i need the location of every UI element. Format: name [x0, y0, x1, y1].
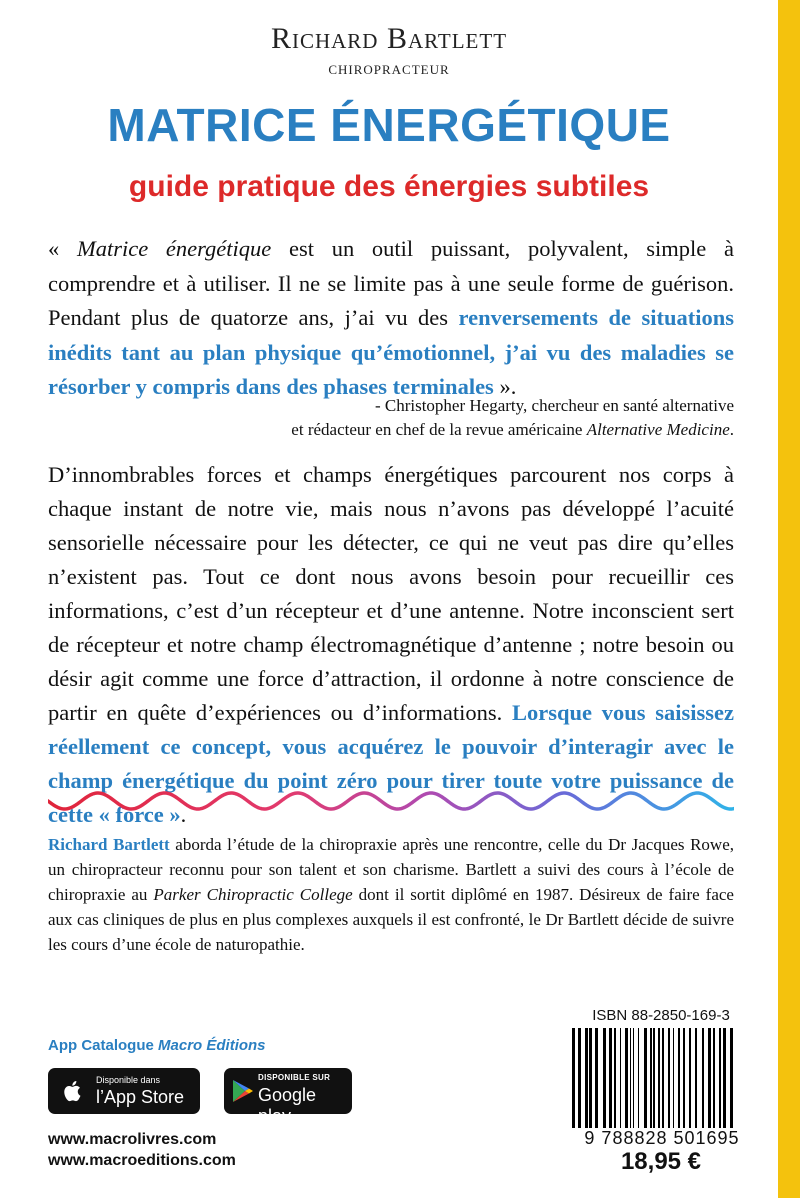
quote-close: ».	[493, 374, 517, 399]
quote-highlight: renversements de situations inédits tant au plan physique qu’émotionnel, j’ai vu des maladies se résorber y compris dans des phases terminales	[48, 305, 734, 399]
quote-text: est un outil puissant, polyvalent, simple à comprendre et à utiliser. Il ne se limite pas à une seule forme de guérison. Pendant plus de quatorze ans, j’ai vu des	[48, 236, 734, 330]
app-store-button[interactable]	[48, 1068, 200, 1114]
app-store-label: l’App Store	[96, 1087, 185, 1107]
quote-open: «	[48, 236, 77, 261]
app-publisher-name: Macro Éditions	[158, 1037, 266, 1054]
barcode-bar	[603, 1028, 606, 1128]
rainbow-wave-divider	[48, 788, 734, 814]
barcode-bar	[695, 1028, 697, 1128]
attribution-line-1: - Christopher Hegarty, chercheur en santé alternative	[374, 396, 734, 415]
barcode-bar	[719, 1028, 721, 1128]
barcode-bar	[630, 1028, 631, 1128]
website-link-1[interactable]: www.macrolivres.com	[48, 1131, 217, 1148]
google-play-small-label: DISPONIBLE SUR	[258, 1073, 331, 1082]
college-name: Parker Chiropractic College	[153, 885, 353, 904]
description-body: D’innombrables forces et champs énergétiques parcourent nos corps à chaque instant de notre vie, mais nous n’avons pas développé l’acuité sensorielle nécessaire pour les détecter, ce qui ne veut pas dire qu’elles n’existent pas. Tout ce dont nous avons besoin pour recueillir ces informations, c’est d’un récepteur et d’une antenne. Notre inconscient sert de récepteur et notre champ électromagnétique d’antenne ; notre besoin ou désir agit comme une force d’attraction, il ordonne à notre conscience de partir en quête d’expériences ou d’informations.	[48, 462, 734, 725]
yellow-spine-stripe	[778, 0, 800, 1198]
author-name: Richard Bartlett	[270, 22, 508, 55]
magazine-name: Alternative Medicine	[586, 420, 730, 439]
description-text	[48, 458, 734, 832]
barcode-bar	[633, 1028, 634, 1128]
barcode-bar	[713, 1028, 715, 1128]
description-end: .	[180, 802, 187, 827]
app-catalogue-label: App Catalogue Macro Éditions	[48, 1037, 266, 1054]
quote-attribution	[114, 394, 734, 442]
barcode-bar	[585, 1028, 588, 1128]
barcode-bar	[653, 1028, 655, 1128]
barcode-bar	[708, 1028, 711, 1128]
google-play-icon	[232, 1079, 254, 1103]
barcode-bar	[689, 1028, 691, 1128]
quote-book-title: Matrice énergétique	[76, 236, 272, 261]
barcode-bar	[730, 1028, 733, 1140]
bio-text-2: dont il sortit diplômé en 1987. Désireux de faire face aux cas cliniques de plus en plus complexes auxquels il est confronté, le Dr Bartlett décide de suivre les cours d’une école de naturopathie.	[48, 885, 734, 954]
author-biography	[48, 832, 734, 957]
book-title: MATRICE ÉNERGÉTIQUE	[107, 99, 671, 151]
description-highlight: Lorsque vous saisissez réellement ce concept, vous acquérez le pouvoir d’interagir avec le champ énergétique du point zéro pour tirer toute votre puissance de cette « force »	[48, 700, 734, 827]
barcode-bar	[578, 1028, 581, 1128]
apple-icon	[60, 1078, 86, 1104]
bio-text-1: aborda l’étude de la chiropraxie après une rencontre, celle du Dr Jacques Rowe, un chiropracteur reconnu pour son talent et son charisme. Bartlett a suivi des cours à l’école de chiropraxie au	[48, 835, 734, 904]
barcode-number: 9 788828 501695	[566, 1128, 758, 1149]
google-play-button[interactable]	[224, 1068, 352, 1126]
website-link-2[interactable]: www.macroeditions.com	[48, 1152, 236, 1169]
barcode-bar	[614, 1028, 616, 1128]
price: 18,95 €	[620, 1148, 702, 1175]
barcode-bar	[572, 1028, 575, 1140]
bio-author-name: Richard Bartlett	[48, 835, 170, 854]
testimonial-quote	[48, 232, 734, 405]
barcode-bar	[673, 1028, 674, 1128]
barcode-bar	[662, 1028, 664, 1128]
barcode-bar	[650, 1028, 652, 1128]
isbn: ISBN 88-2850-169-3	[592, 1007, 730, 1024]
barcode-bar	[702, 1028, 704, 1128]
author-profession: chiropracteur	[328, 58, 450, 78]
barcode-bar	[723, 1028, 726, 1128]
barcode-bar	[668, 1028, 670, 1128]
barcode-bar	[625, 1028, 628, 1128]
attribution-line-2: et rédacteur en chef de la revue américaine Alternative Medicine.	[291, 420, 734, 439]
barcode-bar	[638, 1028, 639, 1128]
book-subtitle: guide pratique des énergies subtiles	[128, 170, 650, 203]
google-play-label: Google play	[258, 1085, 317, 1126]
barcode-bar	[595, 1028, 598, 1128]
barcode-bar	[683, 1028, 685, 1128]
barcode-bar	[644, 1028, 647, 1140]
barcode-bar	[620, 1028, 621, 1128]
barcode-bar	[658, 1028, 660, 1128]
barcode-bar	[678, 1028, 680, 1128]
barcode-bar	[609, 1028, 612, 1128]
barcode-bar	[589, 1028, 592, 1128]
app-store-small-label: Disponible dans	[96, 1075, 161, 1085]
